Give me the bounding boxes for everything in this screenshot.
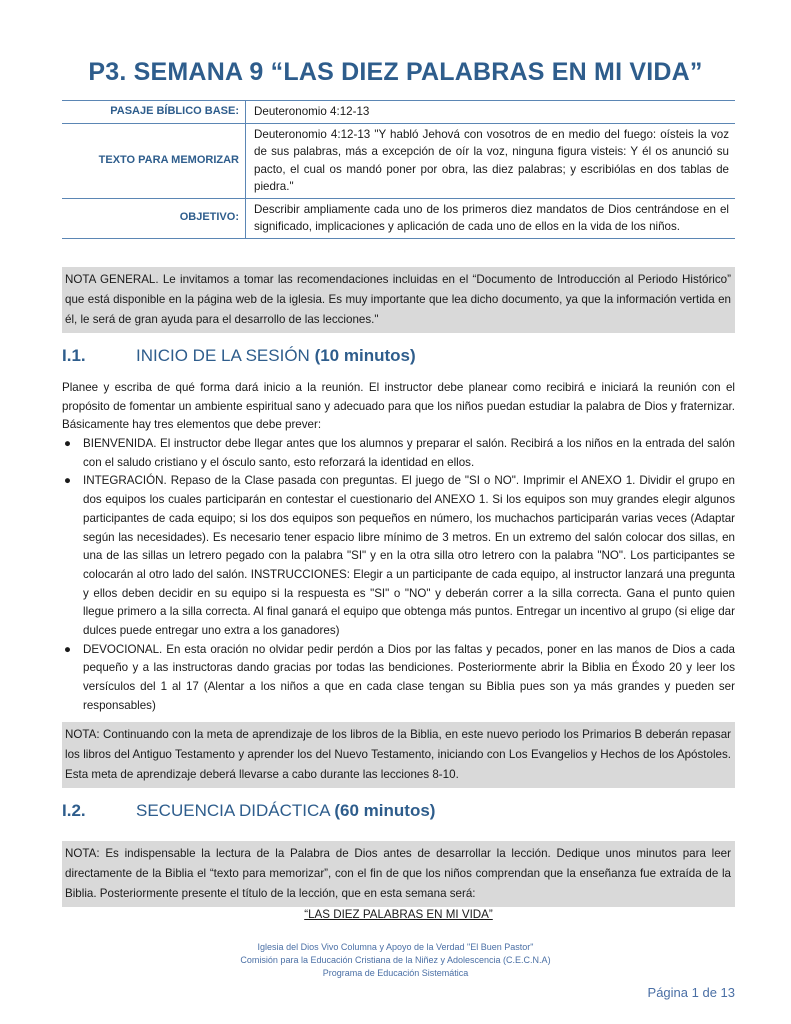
- table-row: [62, 101, 735, 124]
- nota-general: NOTA GENERAL. Le invitamos a tomar las recomendaciones incluidas en el “Documento de Introducción al Periodo Histórico” que está disponible en la página web de la iglesia. Es muy importante que lea dicho documento, ya que la información vertida en él, le será de gran ayuda para el desarrollo de las lecciones.": [62, 267, 735, 333]
- list-item: ● BIENVENIDA. El instructor debe llegar antes que los alumnos y preparar el salón. Recibirá a los niños en la entrada del salón con el saludo cristiano y el ósculo santo, esto reforzará la identidad en ellos.: [64, 437, 735, 469]
- pasaje-label: PASAJE BÍBLICO BASE:: [62, 101, 246, 124]
- table-row: [62, 198, 735, 238]
- table-row: [62, 123, 735, 198]
- section-duration: (60 minutos): [334, 801, 436, 820]
- section-title: INICIO DE LA SESIÓN: [136, 346, 310, 365]
- footer-line: Comisión para la Educación Cristiana de la Niñez y Adolescencia (C.E.C.N.A): [240, 955, 551, 965]
- section-duration: (10 minutos): [314, 346, 416, 365]
- nota-libros: NOTA: Continuando con la meta de aprendizaje de los libros de la Biblia, en este nuevo periodo los Primarios B deberán repasar los libros del Antiguo Testamento y aprender los del Nuevo Testamento, iniciando con Los Evangelios y Hechos de los Apóstoles. Esta meta de aprendizaje deberá llevarse a cabo durante las lecciones 8-10.: [62, 722, 735, 788]
- section-number: I.1.: [62, 346, 86, 365]
- section-heading-1: [62, 346, 416, 366]
- objetivo-label: OBJETIVO:: [62, 198, 246, 238]
- section1-list: [62, 435, 735, 716]
- pasaje-value: Deuteronomio 4:12-13: [246, 101, 736, 124]
- footer-line: Programa de Educación Sistemática: [322, 968, 469, 978]
- page-title: P3. SEMANA 9 “LAS DIEZ PALABRAS EN MI VIDA”: [88, 58, 703, 86]
- lesson-info-table: [62, 100, 735, 239]
- bullet-icon: ●: [64, 437, 72, 450]
- section-number: I.2.: [62, 801, 86, 820]
- section1-intro: Planee y escriba de qué forma dará inicio a la reunión. El instructor debe planear como recibirá e iniciará la reunión con el propósito de fomentar un ambiente espiritual sano y adecuado para que los niños puedan estudiar la palabra de Dios y fraternizar. Básicamente hay tres elementos que debe prever:: [62, 381, 735, 432]
- list-item: ● INTEGRACIÓN. Repaso de la Clase pasada con preguntas. El juego de "SI o NO". Imprimir el ANEXO 1. Dividir el grupo en dos equipos los cuales participarán en contestar el cuestionario del ANEXO 1. Si los equipos son muy grandes elegir algunos participantes de cada equipo; si los dos equipos son pequeños en número, los muchachos participarán varias veces (Adaptar según las necesidades). Es necesario tener espacio libre mínimo de 3 metros. En un extremo del salón colocar dos sillas, en una de las sillas un letrero pegado con la palabra "SI" y en la otra silla otro letrero con la palabra "NO". Los participantes se colocarán al otro lado del salón. INSTRUCCIONES: Elegir a un participante de cada equipo, al instructor lanzará una pregunta y ellos deben decidir en su equipo si la respuesta es "SI" o "NO" y deberán correr a la silla correcta. Gana el punto quien llegue primero a la silla correcta. Al final ganará el equipo que obtenga más puntos. Entregar un incentivo al grupo (si elige dar dulces puede entregar uno extra a los ganadores): [64, 474, 735, 638]
- texto-value: Deuteronomio 4:12-13 "Y habló Jehová con vosotros de en medio del fuego: oísteis la voz de sus palabras, más a excepción de oír la voz, ninguna figura visteis: Y él os anunció su pacto, el cual os mandó poner por obra, las diez palabras; y escribiólas en dos tablas de piedra.": [246, 123, 736, 198]
- page-number: Página 1 de 13: [647, 985, 735, 1000]
- footer-line: Iglesia del Dios Vivo Columna y Apoyo de la Verdad "El Buen Pastor": [257, 942, 534, 952]
- bullet-icon: ●: [64, 642, 72, 656]
- objetivo-value: Describir ampliamente cada uno de los primeros diez mandatos de Dios centrándose en el significado, implicaciones y aplicación de cada uno de ellos en la vida de los niños.: [246, 198, 736, 238]
- list-item: ● DEVOCIONAL. En esta oración no olvidar pedir perdón a Dios por las faltas y pecados, poner en las manos de Dios a cada pequeño y a las instructoras dando gracias por todas las bendiciones. Posteriormente abrir la Biblia en Éxodo 20 y leer los versículos del 1 al 17 (Alentar a los niños a que en cada clase tengan su Biblia pues son ya más grandes y pueden ser responsables): [64, 642, 735, 712]
- bullet-icon: ●: [64, 474, 72, 488]
- nota-lectura: NOTA: Es indispensable la lectura de la Palabra de Dios antes de desarrollar la lección. Dedique unos minutos para leer directamente de la Biblia el “texto para memorizar”, con el fin de que los niños comprendan que la enseñanza fue extraída de la Biblia. Posteriormente presente el título de la lección, que en esta semana será:: [62, 841, 735, 907]
- page-footer: [0, 941, 791, 980]
- lesson-title: “LAS DIEZ PALABRAS EN MI VIDA”: [304, 908, 493, 921]
- texto-label: TEXTO PARA MEMORIZAR: [62, 123, 246, 198]
- section-heading-2: [62, 801, 435, 821]
- section-title: SECUENCIA DIDÁCTICA: [136, 801, 330, 820]
